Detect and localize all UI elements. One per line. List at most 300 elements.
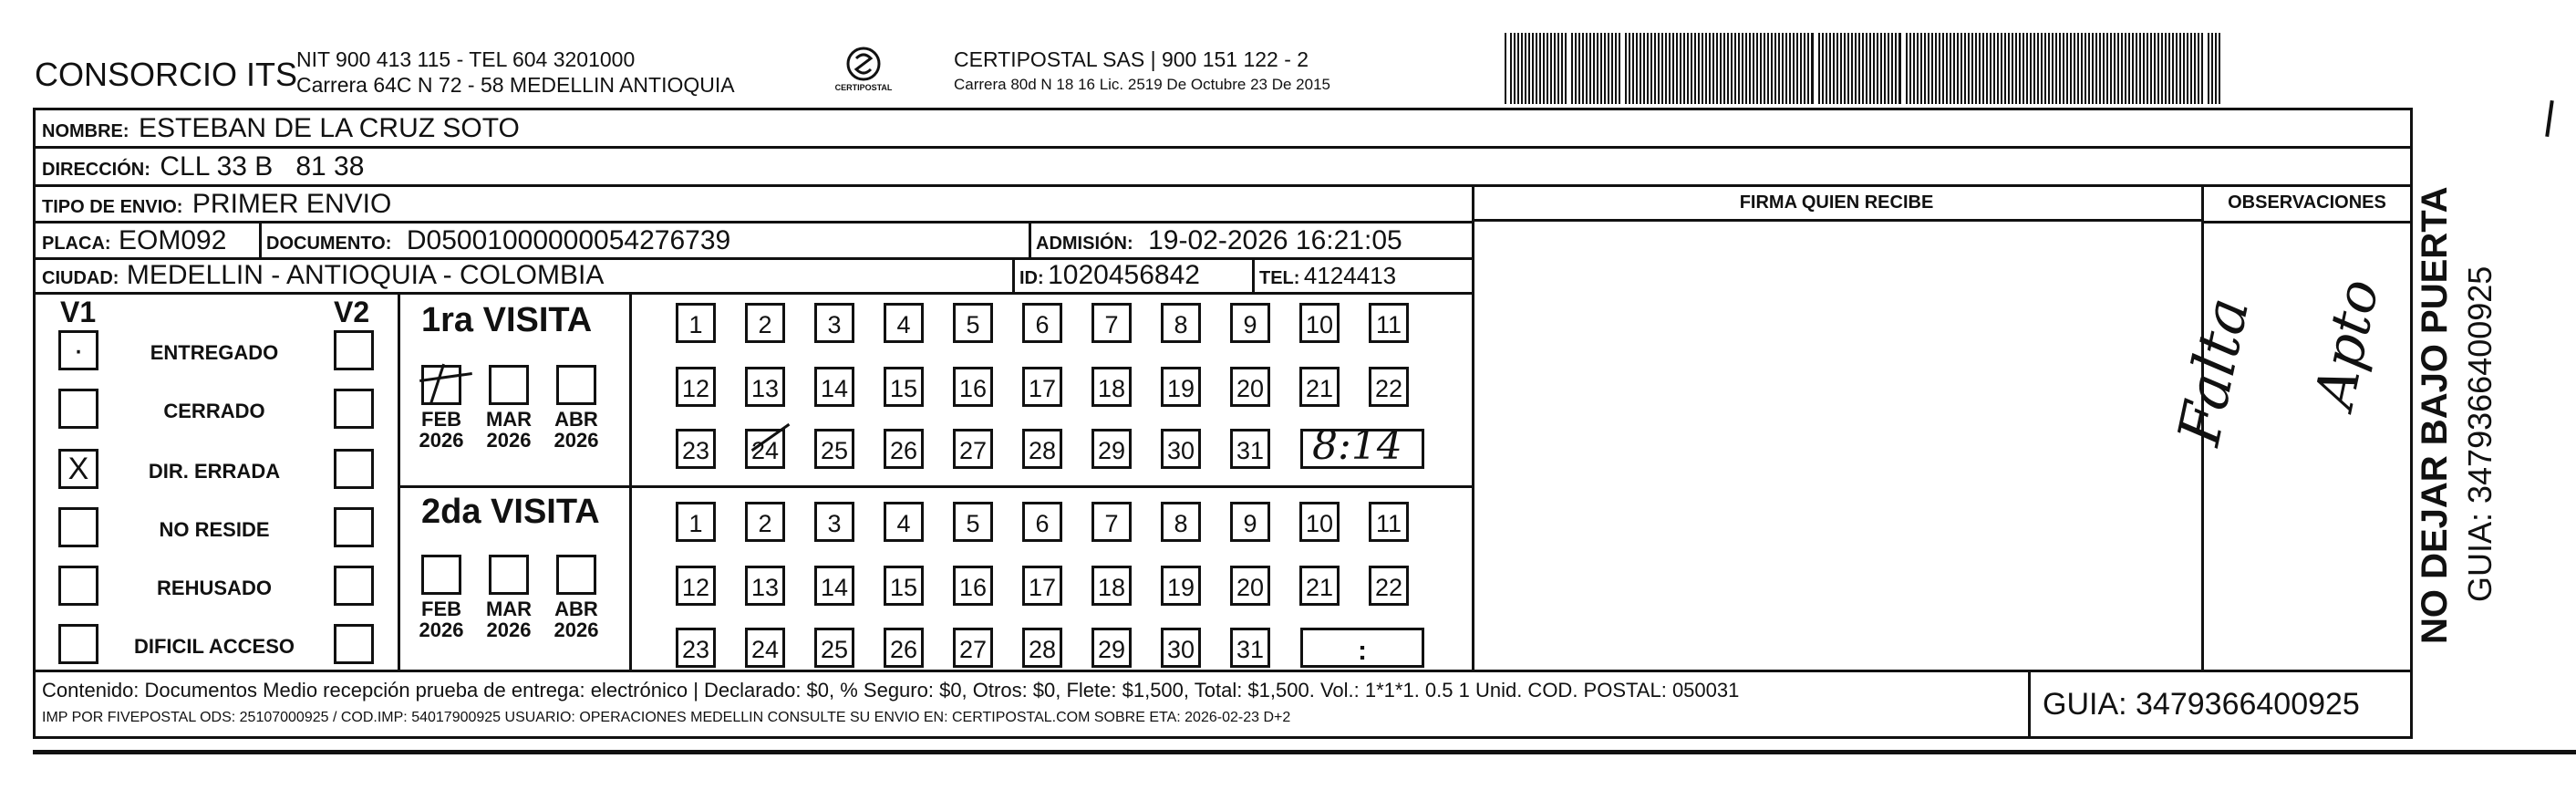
day-number: 26	[889, 636, 918, 663]
barcode-bar	[2066, 33, 2068, 104]
day-checkbox[interactable]	[1022, 628, 1062, 668]
day-number: 4	[896, 510, 911, 537]
day-number: 14	[820, 375, 849, 402]
day-checkbox[interactable]	[1230, 566, 1270, 606]
direccion-label: DIRECCIÓN:	[42, 160, 150, 180]
barcode-bar	[1525, 33, 1526, 104]
day-checkbox[interactable]	[884, 628, 924, 668]
day-checkbox[interactable]	[1230, 628, 1270, 668]
barcode-bar	[1862, 33, 1864, 104]
day-number: 26	[889, 437, 918, 464]
day-checkbox[interactable]	[814, 502, 854, 542]
barcode-bar	[1833, 33, 1835, 104]
day-number: 12	[681, 574, 710, 601]
day-number: 17	[1028, 574, 1057, 601]
barcode-bar	[2143, 33, 2145, 104]
row-divider	[33, 670, 2413, 672]
day-checkbox[interactable]	[676, 628, 716, 668]
observacion-handwritten-2: Apto	[2302, 274, 2393, 414]
barcode-bar	[2001, 33, 2002, 104]
day-checkbox[interactable]	[953, 502, 993, 542]
day-checkbox[interactable]	[745, 303, 785, 343]
barcode-bar	[1625, 33, 1627, 104]
barcode-bar	[2088, 33, 2090, 104]
day-number: 20	[1236, 574, 1265, 601]
month-name: FEB	[421, 408, 461, 431]
barcode-bar	[1891, 33, 1893, 104]
barcode-bar	[2077, 33, 2079, 104]
day-number: 9	[1243, 311, 1257, 338]
day-checkbox[interactable]	[1022, 566, 1062, 606]
status-label: CERRADO	[163, 400, 265, 422]
barcode-bar	[2004, 33, 2006, 104]
barcode-bar	[1957, 33, 1959, 104]
barcode-bar	[2157, 33, 2159, 104]
barcode-bar	[1800, 33, 1802, 104]
barcode-bar	[1669, 33, 1671, 104]
row-divider	[33, 184, 2413, 187]
day-checkbox[interactable]	[953, 628, 993, 668]
nombre-label: NOMBRE:	[42, 121, 129, 141]
barcode-bar	[1593, 33, 1595, 104]
barcode-bar	[1756, 33, 1758, 104]
barcode-bar	[1654, 33, 1656, 104]
barcode-bar	[1565, 33, 1567, 104]
v1-checkbox[interactable]	[58, 449, 98, 489]
barcode-bar	[1935, 33, 1937, 104]
barcode-bar	[1720, 33, 1722, 104]
day-number: 30	[1166, 437, 1195, 464]
col-divider	[1029, 221, 1031, 257]
month-label	[412, 598, 471, 640]
col-divider	[259, 221, 262, 257]
barcode-bar	[1705, 33, 1707, 104]
barcode-bar	[1608, 33, 1609, 104]
v2-label: V2	[334, 296, 370, 328]
day-checkbox[interactable]	[1230, 502, 1270, 542]
barcode-bar	[2059, 33, 2061, 104]
day-number: 22	[1374, 574, 1403, 601]
barcode-bar	[1960, 33, 1962, 104]
barcode-bar	[2187, 33, 2188, 104]
v2-checkbox[interactable]	[334, 330, 374, 370]
month-label	[480, 409, 538, 451]
barcode-bar	[1514, 33, 1516, 104]
day-number: 13	[750, 574, 780, 601]
barcode-bar	[1632, 33, 1634, 104]
barcode-bar	[1764, 33, 1765, 104]
col-divider	[1012, 257, 1015, 292]
v1-checkbox[interactable]	[58, 330, 98, 370]
day-checkbox[interactable]	[1230, 429, 1270, 469]
visit1-time-box[interactable]	[1300, 422, 1424, 469]
v2-checkbox[interactable]	[334, 449, 374, 489]
barcode-bar	[2037, 33, 2039, 104]
day-checkbox[interactable]	[814, 429, 854, 469]
documento-row	[266, 227, 730, 255]
barcode-bar	[1550, 33, 1552, 104]
no-dejar-bajo-puerta: NO DEJAR BAJO PUERTA	[2415, 186, 2455, 644]
day-checkbox[interactable]	[1369, 502, 1409, 542]
day-checkbox[interactable]	[1022, 429, 1062, 469]
day-checkbox[interactable]	[1022, 367, 1062, 407]
barcode-bar	[1619, 33, 1620, 104]
day-checkbox[interactable]	[1091, 367, 1132, 407]
day-number: 3	[827, 510, 842, 537]
barcode-bar	[1880, 33, 1882, 104]
barcode-bar	[1611, 33, 1613, 104]
day-checkbox[interactable]	[884, 303, 924, 343]
barcode-bar	[1993, 33, 1995, 104]
day-checkbox[interactable]	[1369, 566, 1409, 606]
barcode-bar	[1982, 33, 1984, 104]
barcode-bar	[2095, 33, 2097, 104]
v1-label: V1	[60, 296, 97, 328]
barcode-bar	[2172, 33, 2174, 104]
ciudad-value: MEDELLIN - ANTIOQUIA - COLOMBIA	[126, 260, 605, 290]
day-checkbox[interactable]	[676, 429, 716, 469]
day-number: 24	[750, 437, 780, 464]
barcode-bar	[1712, 33, 1714, 104]
footer-imp: IMP POR FIVEPOSTAL ODS: 25107000925 / COD.IMP: 54017900925 USUARIO: OPERACIONES MEDELLIN CONSULTE SU ENVIO EN: CERTIPOSTAL.COM SOBRE ETA: 2026-02-23 D+2	[42, 710, 1291, 725]
barcode-bar	[1782, 33, 1784, 104]
barcode-bar	[2201, 33, 2203, 104]
day-number: 31	[1236, 636, 1265, 663]
day-number: 24	[750, 636, 780, 663]
barcode-bar	[1895, 33, 1897, 104]
day-number: 11	[1375, 311, 1402, 338]
v1-checkbox[interactable]	[58, 624, 98, 664]
barcode-bar	[1661, 33, 1663, 104]
barcode-bar	[1676, 33, 1678, 104]
day-checkbox[interactable]	[1161, 429, 1201, 469]
day-number: 2	[758, 510, 772, 537]
barcode-bar	[2114, 33, 2116, 104]
v2-checkbox[interactable]	[334, 566, 374, 606]
day-checkbox[interactable]	[1022, 303, 1062, 343]
barcode-bar	[1917, 33, 1919, 104]
barcode-bar	[1939, 33, 1940, 104]
day-checkbox[interactable]	[745, 367, 785, 407]
certipostal-nit-line: CERTIPOSTAL SAS | 900 151 122 - 2	[954, 47, 1309, 71]
row-divider	[1472, 219, 2201, 222]
day-checkbox[interactable]	[1161, 566, 1201, 606]
documento-value: D05001000000054276739	[406, 225, 731, 255]
day-checkbox[interactable]	[953, 367, 993, 407]
day-checkbox[interactable]	[676, 566, 716, 606]
barcode-bar	[1898, 33, 1901, 104]
day-checkbox[interactable]	[1161, 502, 1201, 542]
day-number: 30	[1166, 636, 1195, 663]
barcode-bar	[1789, 33, 1791, 104]
day-checkbox[interactable]	[1161, 367, 1201, 407]
day-checkbox[interactable]	[745, 502, 785, 542]
barcode-bar	[2008, 33, 2010, 104]
day-checkbox[interactable]	[953, 429, 993, 469]
status-label: DIR. ERRADA	[148, 460, 281, 483]
barcode-bar	[1971, 33, 1973, 104]
barcode-bar	[1909, 33, 1911, 104]
barcode-bar	[1979, 33, 1981, 104]
day-number: 28	[1028, 437, 1057, 464]
barcode-bar	[1650, 33, 1652, 104]
day-checkbox[interactable]	[1091, 566, 1132, 606]
day-checkbox[interactable]	[884, 502, 924, 542]
barcode-bar	[2219, 33, 2220, 104]
day-checkbox[interactable]	[745, 628, 785, 668]
day-checkbox[interactable]	[814, 628, 854, 668]
day-checkbox[interactable]	[1369, 367, 1409, 407]
nombre-value: ESTEBAN DE LA CRUZ SOTO	[139, 113, 520, 143]
day-number: 29	[1097, 437, 1126, 464]
v2-checkbox[interactable]	[334, 624, 374, 664]
month-year: 2026	[419, 429, 464, 452]
barcode-bar	[1760, 33, 1762, 104]
barcode-bar	[1811, 33, 1814, 104]
company-address-line: Carrera 64C N 72 - 58 MEDELLIN ANTIOQUIA	[296, 73, 735, 97]
barcode-bar	[1855, 33, 1857, 104]
barcode-bar	[2070, 33, 2072, 104]
barcode-bar	[1716, 33, 1718, 104]
visit1-handwritten-time: 8:14	[1312, 422, 1402, 469]
barcode-bar	[1731, 33, 1733, 104]
month-checkbox[interactable]	[556, 555, 596, 595]
day-checkbox[interactable]	[1369, 303, 1409, 343]
barcode-bar	[1924, 33, 1926, 104]
month-checkbox[interactable]	[556, 365, 596, 405]
barcode-bar	[1931, 33, 1933, 104]
placa-row	[42, 227, 226, 255]
barcode-bar	[1906, 33, 1908, 104]
day-number: 8	[1174, 510, 1188, 537]
ciudad-label: CIUDAD:	[42, 268, 119, 288]
v1-checkbox[interactable]	[58, 566, 98, 606]
day-checkbox[interactable]	[1299, 502, 1340, 542]
barcode-bar	[1873, 33, 1875, 104]
day-checkbox[interactable]	[1161, 303, 1201, 343]
barcode-bar	[1946, 33, 1948, 104]
barcode-bar	[1539, 33, 1541, 104]
day-checkbox[interactable]	[884, 566, 924, 606]
barcode-bar	[1723, 33, 1725, 104]
barcode	[1503, 33, 2223, 104]
company-nit-line: NIT 900 413 115 - TEL 604 3201000	[296, 47, 636, 71]
barcode-bar	[2099, 33, 2101, 104]
day-number: 27	[958, 636, 988, 663]
month-name: ABR	[554, 408, 598, 431]
day-checkbox[interactable]	[676, 502, 716, 542]
v2-checkbox[interactable]	[334, 507, 374, 547]
day-checkbox[interactable]	[1091, 429, 1132, 469]
barcode-bar	[1698, 33, 1700, 104]
day-checkbox[interactable]	[814, 303, 854, 343]
barcode-bar	[1847, 33, 1849, 104]
barcode-bar	[2176, 33, 2178, 104]
barcode-bar	[1727, 33, 1729, 104]
v2-checkbox[interactable]	[334, 389, 374, 429]
visit2-time-box[interactable]	[1300, 628, 1424, 668]
day-number: 19	[1166, 375, 1195, 402]
day-number: 27	[958, 437, 988, 464]
tel-row	[1259, 264, 1396, 287]
barcode-bar	[2161, 33, 2163, 104]
day-checkbox[interactable]	[1022, 502, 1062, 542]
barcode-bar	[1774, 33, 1776, 104]
month-checkbox[interactable]	[489, 555, 529, 595]
barcode-bar	[2015, 33, 2017, 104]
month-checkbox[interactable]	[421, 555, 461, 595]
barcode-bar	[2048, 33, 2050, 104]
barcode-bar	[1643, 33, 1645, 104]
barcode-bar	[2026, 33, 2028, 104]
barcode-bar	[1600, 33, 1602, 104]
barcode-bar	[2012, 33, 2013, 104]
day-number: 6	[1035, 510, 1050, 537]
barcode-bar	[1990, 33, 1991, 104]
barcode-bar	[1997, 33, 1999, 104]
day-number: 9	[1243, 510, 1257, 537]
barcode-bar	[2125, 33, 2126, 104]
barcode-bar	[1950, 33, 1951, 104]
day-number: 13	[750, 375, 780, 402]
side-guia: GUIA: 3479366400925	[2461, 265, 2498, 602]
row-divider	[33, 146, 2413, 149]
barcode-bar	[1738, 33, 1740, 104]
barcode-bar	[2030, 33, 2032, 104]
barcode-bar	[2110, 33, 2112, 104]
day-number: 3	[827, 311, 842, 338]
tel-value: 4124413	[1303, 262, 1397, 289]
barcode-bar	[2132, 33, 2134, 104]
day-checkbox[interactable]	[1230, 367, 1270, 407]
placa-value: EOM092	[119, 225, 227, 255]
barcode-bar	[2194, 33, 2196, 104]
nombre-row	[42, 115, 520, 142]
logo-wordmark: CERTIPOSTAL	[834, 83, 893, 92]
barcode-bar	[2128, 33, 2130, 104]
day-number: 17	[1028, 375, 1057, 402]
day-number: 4	[896, 311, 911, 338]
barcode-bar	[1920, 33, 1922, 104]
barcode-bar	[1742, 33, 1743, 104]
month-year: 2026	[486, 618, 532, 642]
certipostal-license-line: Carrera 80d N 18 16 Lic. 2519 De Octubre 23 De 2015	[954, 76, 1330, 93]
barcode-bar	[1913, 33, 1915, 104]
month-label	[547, 409, 605, 451]
barcode-bar	[2103, 33, 2105, 104]
day-number: 8	[1174, 311, 1188, 338]
barcode-bar	[1953, 33, 1955, 104]
day-number: 23	[681, 636, 710, 663]
day-number: 5	[966, 311, 980, 338]
barcode-bar	[1778, 33, 1780, 104]
day-checkbox[interactable]	[745, 566, 785, 606]
month-label	[480, 598, 538, 640]
day-checkbox[interactable]	[1091, 303, 1132, 343]
day-checkbox[interactable]	[1091, 502, 1132, 542]
barcode-bar	[1604, 33, 1606, 104]
barcode-bar	[1561, 33, 1563, 104]
col-divider	[1472, 184, 1474, 670]
barcode-bar	[2211, 33, 2213, 104]
day-number: 10	[1305, 510, 1334, 537]
direccion-row	[42, 153, 364, 181]
day-checkbox[interactable]	[1230, 303, 1270, 343]
month-checkbox[interactable]	[489, 365, 529, 405]
barcode-bar	[1691, 33, 1692, 104]
barcode-bar	[1517, 33, 1519, 104]
direccion-value: CLL 33 B 81 38	[160, 151, 365, 182]
status-label: ENTREGADO	[150, 341, 279, 364]
barcode-bar	[1554, 33, 1556, 104]
barcode-bar	[1753, 33, 1754, 104]
barcode-bar	[2165, 33, 2167, 104]
day-checkbox[interactable]	[676, 367, 716, 407]
barcode-bar	[1687, 33, 1689, 104]
barcode-bar	[2063, 33, 2064, 104]
barcode-bar	[1942, 33, 1944, 104]
day-number: 18	[1097, 574, 1126, 601]
barcode-bar	[1804, 33, 1805, 104]
day-checkbox[interactable]	[1091, 628, 1132, 668]
month-year: 2026	[419, 618, 464, 642]
v1-checkbox[interactable]	[58, 507, 98, 547]
barcode-bar	[2136, 33, 2137, 104]
day-number: 6	[1035, 311, 1050, 338]
day-checkbox[interactable]	[1161, 628, 1201, 668]
barcode-bar	[1510, 33, 1512, 104]
barcode-bar	[1767, 33, 1769, 104]
barcode-bar	[2198, 33, 2199, 104]
row-divider	[33, 292, 1472, 295]
col-divider	[2028, 670, 2031, 739]
col-divider	[629, 292, 632, 670]
day-checkbox[interactable]	[1299, 566, 1340, 606]
barcode-bar	[1578, 33, 1580, 104]
barcode-bar	[1547, 33, 1548, 104]
barcode-bar	[2139, 33, 2141, 104]
barcode-bar	[1986, 33, 1988, 104]
day-checkbox[interactable]	[1299, 367, 1340, 407]
barcode-bar	[1858, 33, 1860, 104]
status-label: NO RESIDE	[159, 518, 270, 541]
barcode-bar	[2041, 33, 2043, 104]
month-name: FEB	[421, 598, 461, 620]
day-checkbox[interactable]	[814, 367, 854, 407]
barcode-bar	[2106, 33, 2108, 104]
barcode-bar	[2052, 33, 2054, 104]
barcode-bar	[1829, 33, 1831, 104]
row-divider	[33, 221, 1472, 223]
day-checkbox[interactable]	[1299, 303, 1340, 343]
day-number: 7	[1104, 510, 1119, 537]
barcode-bar	[1749, 33, 1751, 104]
day-checkbox[interactable]	[884, 367, 924, 407]
visit2-time-separator: :	[1358, 636, 1367, 666]
day-checkbox[interactable]	[676, 303, 716, 343]
barcode-bar	[1683, 33, 1685, 104]
day-checkbox[interactable]	[953, 566, 993, 606]
barcode-bar	[1640, 33, 1641, 104]
admision-row	[1036, 227, 1402, 255]
day-checkbox[interactable]	[884, 429, 924, 469]
day-checkbox[interactable]	[814, 566, 854, 606]
day-number: 31	[1236, 437, 1265, 464]
v1-checkbox[interactable]	[58, 389, 98, 429]
day-checkbox[interactable]	[953, 303, 993, 343]
barcode-bar	[1844, 33, 1846, 104]
barcode-bar	[1647, 33, 1649, 104]
